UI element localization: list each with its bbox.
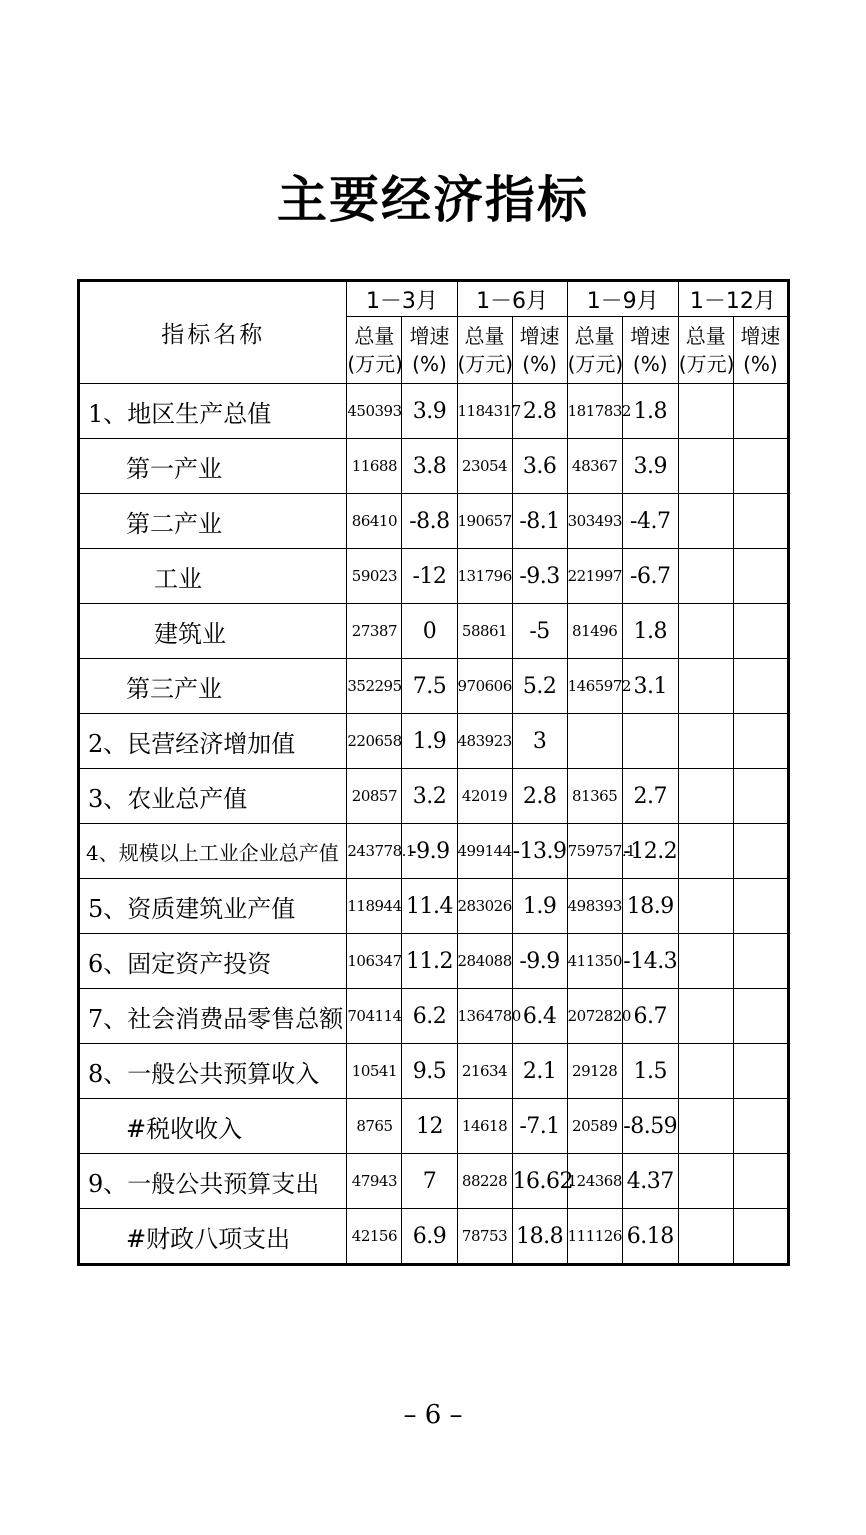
growth-rate-cell: 1.8 xyxy=(622,604,678,659)
total-value-cell xyxy=(678,879,733,934)
growth-rate-cell: -9.9 xyxy=(512,934,567,989)
growth-rate-cell xyxy=(733,714,788,769)
total-value-cell: 29128 xyxy=(567,1044,622,1099)
growth-rate-cell xyxy=(733,934,788,989)
table-row xyxy=(79,879,789,934)
total-value-cell: 483923 xyxy=(457,714,512,769)
total-value-cell xyxy=(678,384,733,439)
growth-rate-cell: 2.7 xyxy=(622,769,678,824)
growth-rate-cell: -12.2 xyxy=(622,824,678,879)
growth-rate-cell: 4.37 xyxy=(622,1154,678,1209)
total-header-line: (万元) xyxy=(678,352,735,376)
total-value-cell xyxy=(678,494,733,549)
total-header-line: (万元) xyxy=(457,352,514,376)
growth-rate-cell: 1.8 xyxy=(622,384,678,439)
indicator-name: 9、一般公共预算支出 xyxy=(79,1154,347,1209)
total-value-cell: 86410 xyxy=(347,494,402,549)
growth-rate-cell xyxy=(733,494,788,549)
table-row xyxy=(79,1209,789,1265)
indicator-name: 5、资质建筑业产值 xyxy=(79,879,347,934)
total-value-cell xyxy=(678,934,733,989)
total-header-line: (万元) xyxy=(347,352,403,376)
growth-rate-cell xyxy=(622,714,678,769)
total-value-cell xyxy=(678,769,733,824)
total-header xyxy=(678,317,733,384)
total-value-cell: 1364780 xyxy=(457,989,512,1044)
growth-rate-cell xyxy=(733,1044,788,1099)
growth-rate-cell: 11.4 xyxy=(402,879,457,934)
total-value-cell: 450393 xyxy=(347,384,402,439)
total-value-cell: 20857 xyxy=(347,769,402,824)
growth-rate-cell xyxy=(733,384,788,439)
growth-rate-cell: 2.1 xyxy=(512,1044,567,1099)
growth-rate-cell: 11.2 xyxy=(402,934,457,989)
growth-rate-cell: -9.9 xyxy=(402,824,457,879)
total-value-cell: 2072820 xyxy=(567,989,622,1044)
total-header xyxy=(457,317,512,384)
total-value-cell: 27387 xyxy=(347,604,402,659)
growth-rate-cell xyxy=(733,879,788,934)
growth-rate-cell: 2.8 xyxy=(512,384,567,439)
total-header-line: (万元) xyxy=(567,352,624,376)
growth-rate-cell: 16.62 xyxy=(512,1154,567,1209)
growth-rate-cell: 0 xyxy=(402,604,457,659)
total-value-cell: 411350 xyxy=(567,934,622,989)
rate-header-line: 增速 xyxy=(630,324,671,348)
table-row xyxy=(79,494,789,549)
table-row xyxy=(79,989,789,1044)
growth-rate-cell xyxy=(733,769,788,824)
total-value-cell xyxy=(678,549,733,604)
total-value-cell: 78753 xyxy=(457,1209,512,1265)
total-value-cell: 48367 xyxy=(567,439,622,494)
total-value-cell xyxy=(678,604,733,659)
table-row xyxy=(79,1099,789,1154)
indicator-name: 第三产业 xyxy=(79,659,347,714)
total-value-cell: 111126 xyxy=(567,1209,622,1265)
total-value-cell: 970606 xyxy=(457,659,512,714)
indicator-name: 建筑业 xyxy=(79,604,347,659)
total-value-cell: 81496 xyxy=(567,604,622,659)
total-value-cell: 118944 xyxy=(347,879,402,934)
table-row xyxy=(79,384,789,439)
growth-rate-cell: 3.2 xyxy=(402,769,457,824)
growth-rate-cell: -7.1 xyxy=(512,1099,567,1154)
economic-indicators-table xyxy=(77,279,790,1266)
growth-rate-cell xyxy=(733,824,788,879)
rate-header-line: 增速 xyxy=(409,324,450,348)
indicator-name: 第二产业 xyxy=(79,494,347,549)
growth-rate-cell: 12 xyxy=(402,1099,457,1154)
indicator-name: 8、一般公共预算收入 xyxy=(79,1044,347,1099)
growth-rate-cell: 3.6 xyxy=(512,439,567,494)
growth-rate-cell: 7 xyxy=(402,1154,457,1209)
total-value-cell: 11688 xyxy=(347,439,402,494)
growth-rate-cell: -5 xyxy=(512,604,567,659)
rate-header-line: (%) xyxy=(632,352,668,376)
indicator-name: 7、社会消费品零售总额 xyxy=(79,989,347,1044)
rate-header-line: (%) xyxy=(412,352,447,376)
indicator-name: 3、农业总产值 xyxy=(79,769,347,824)
total-value-cell: 59023 xyxy=(347,549,402,604)
indicator-name: #税收收入 xyxy=(79,1099,347,1154)
growth-rate-cell: -13.9 xyxy=(512,824,567,879)
rate-header-line: 增速 xyxy=(740,324,781,348)
table-row xyxy=(79,934,789,989)
table-row xyxy=(79,1154,789,1209)
indicator-name: 2、民营经济增加值 xyxy=(79,714,347,769)
growth-rate-cell: 7.5 xyxy=(402,659,457,714)
total-value-cell: 106347 xyxy=(347,934,402,989)
total-value-cell: 88228 xyxy=(457,1154,512,1209)
total-value-cell: 759757.1 xyxy=(567,824,622,879)
total-header-line: 总量 xyxy=(464,324,505,348)
total-value-cell: 283026 xyxy=(457,879,512,934)
total-value-cell xyxy=(678,1044,733,1099)
table-row xyxy=(79,769,789,824)
rate-header-line: (%) xyxy=(743,352,778,376)
growth-rate-cell: 1.9 xyxy=(512,879,567,934)
total-value-cell: 499144 xyxy=(457,824,512,879)
total-value-cell: 47943 xyxy=(347,1154,402,1209)
indicator-name: 1、地区生产总值 xyxy=(79,384,347,439)
period-header: 1－3月 xyxy=(347,281,457,317)
total-value-cell: 220658 xyxy=(347,714,402,769)
growth-rate-cell: 18.9 xyxy=(622,879,678,934)
growth-rate-cell xyxy=(733,604,788,659)
growth-rate-cell: 3.9 xyxy=(622,439,678,494)
total-value-cell xyxy=(678,1154,733,1209)
total-value-cell: 1817832 xyxy=(567,384,622,439)
total-value-cell xyxy=(678,659,733,714)
total-value-cell: 81365 xyxy=(567,769,622,824)
period-header: 1－12月 xyxy=(678,281,788,317)
total-value-cell xyxy=(678,439,733,494)
total-value-cell: 1465972 xyxy=(567,659,622,714)
total-value-cell xyxy=(678,714,733,769)
rate-header-line: (%) xyxy=(522,352,557,376)
total-value-cell: 14618 xyxy=(457,1099,512,1154)
period-header: 1－6月 xyxy=(457,281,567,317)
total-header xyxy=(567,317,622,384)
growth-rate-cell: 3.9 xyxy=(402,384,457,439)
indicator-name-header: 指标名称 xyxy=(79,281,347,384)
rate-header xyxy=(622,317,678,384)
growth-rate-cell: -6.7 xyxy=(622,549,678,604)
table-row xyxy=(79,714,789,769)
growth-rate-cell: -8.8 xyxy=(402,494,457,549)
table-row xyxy=(79,549,789,604)
total-value-cell xyxy=(678,1099,733,1154)
period-header: 1－9月 xyxy=(567,281,678,317)
growth-rate-cell: -8.1 xyxy=(512,494,567,549)
total-value-cell: 42019 xyxy=(457,769,512,824)
growth-rate-cell xyxy=(733,1099,788,1154)
total-value-cell: 1184317 xyxy=(457,384,512,439)
growth-rate-cell xyxy=(733,1154,788,1209)
total-value-cell: 21634 xyxy=(457,1044,512,1099)
total-value-cell: 20589 xyxy=(567,1099,622,1154)
growth-rate-cell: 9.5 xyxy=(402,1044,457,1099)
growth-rate-cell: 3.8 xyxy=(402,439,457,494)
growth-rate-cell: 6.4 xyxy=(512,989,567,1044)
rate-header xyxy=(733,317,788,384)
page-number: – 6 – xyxy=(403,1400,463,1430)
growth-rate-cell: 3.1 xyxy=(622,659,678,714)
growth-rate-cell: 6.9 xyxy=(402,1209,457,1265)
table-row xyxy=(79,439,789,494)
table-row xyxy=(79,604,789,659)
growth-rate-cell xyxy=(733,989,788,1044)
total-header xyxy=(347,317,402,384)
growth-rate-cell: -8.59 xyxy=(622,1099,678,1154)
growth-rate-cell: 18.8 xyxy=(512,1209,567,1265)
total-header-line: 总量 xyxy=(685,324,726,348)
table-row xyxy=(79,1044,789,1099)
growth-rate-cell xyxy=(733,549,788,604)
total-value-cell: 42156 xyxy=(347,1209,402,1265)
growth-rate-cell xyxy=(733,1209,788,1265)
growth-rate-cell: 1.9 xyxy=(402,714,457,769)
total-header-line: 总量 xyxy=(354,324,395,348)
total-value-cell: 498393 xyxy=(567,879,622,934)
indicator-name: 4、规模以上工业企业总产值 xyxy=(79,824,347,879)
indicator-name: 工业 xyxy=(79,549,347,604)
total-value-cell xyxy=(567,714,622,769)
rate-header xyxy=(402,317,457,384)
growth-rate-cell: 1.5 xyxy=(622,1044,678,1099)
total-value-cell: 8765 xyxy=(347,1099,402,1154)
total-header-line: 总量 xyxy=(574,324,615,348)
total-value-cell: 10541 xyxy=(347,1044,402,1099)
growth-rate-cell: -14.3 xyxy=(622,934,678,989)
total-value-cell xyxy=(678,1209,733,1265)
growth-rate-cell: 2.8 xyxy=(512,769,567,824)
growth-rate-cell: 6.18 xyxy=(622,1209,678,1265)
table-row xyxy=(79,659,789,714)
growth-rate-cell: -9.3 xyxy=(512,549,567,604)
rate-header xyxy=(512,317,567,384)
total-value-cell: 243778.1 xyxy=(347,824,402,879)
total-value-cell: 704114 xyxy=(347,989,402,1044)
growth-rate-cell xyxy=(733,439,788,494)
total-value-cell: 303493 xyxy=(567,494,622,549)
total-value-cell: 58861 xyxy=(457,604,512,659)
indicator-name: 6、固定资产投资 xyxy=(79,934,347,989)
total-value-cell: 131796 xyxy=(457,549,512,604)
table-row xyxy=(79,824,789,879)
growth-rate-cell: -12 xyxy=(402,549,457,604)
total-value-cell: 284088 xyxy=(457,934,512,989)
total-value-cell: 124368 xyxy=(567,1154,622,1209)
page-title: 主要经济指标 xyxy=(277,170,589,229)
total-value-cell xyxy=(678,989,733,1044)
total-value-cell: 190657 xyxy=(457,494,512,549)
indicator-name: #财政八项支出 xyxy=(79,1209,347,1265)
growth-rate-cell: -4.7 xyxy=(622,494,678,549)
growth-rate-cell: 3 xyxy=(512,714,567,769)
growth-rate-cell: 6.7 xyxy=(622,989,678,1044)
total-value-cell: 221997 xyxy=(567,549,622,604)
growth-rate-cell xyxy=(733,659,788,714)
rate-header-line: 增速 xyxy=(519,324,560,348)
total-value-cell: 352295 xyxy=(347,659,402,714)
total-value-cell xyxy=(678,824,733,879)
total-value-cell: 23054 xyxy=(457,439,512,494)
indicator-name: 第一产业 xyxy=(79,439,347,494)
growth-rate-cell: 6.2 xyxy=(402,989,457,1044)
growth-rate-cell: 5.2 xyxy=(512,659,567,714)
